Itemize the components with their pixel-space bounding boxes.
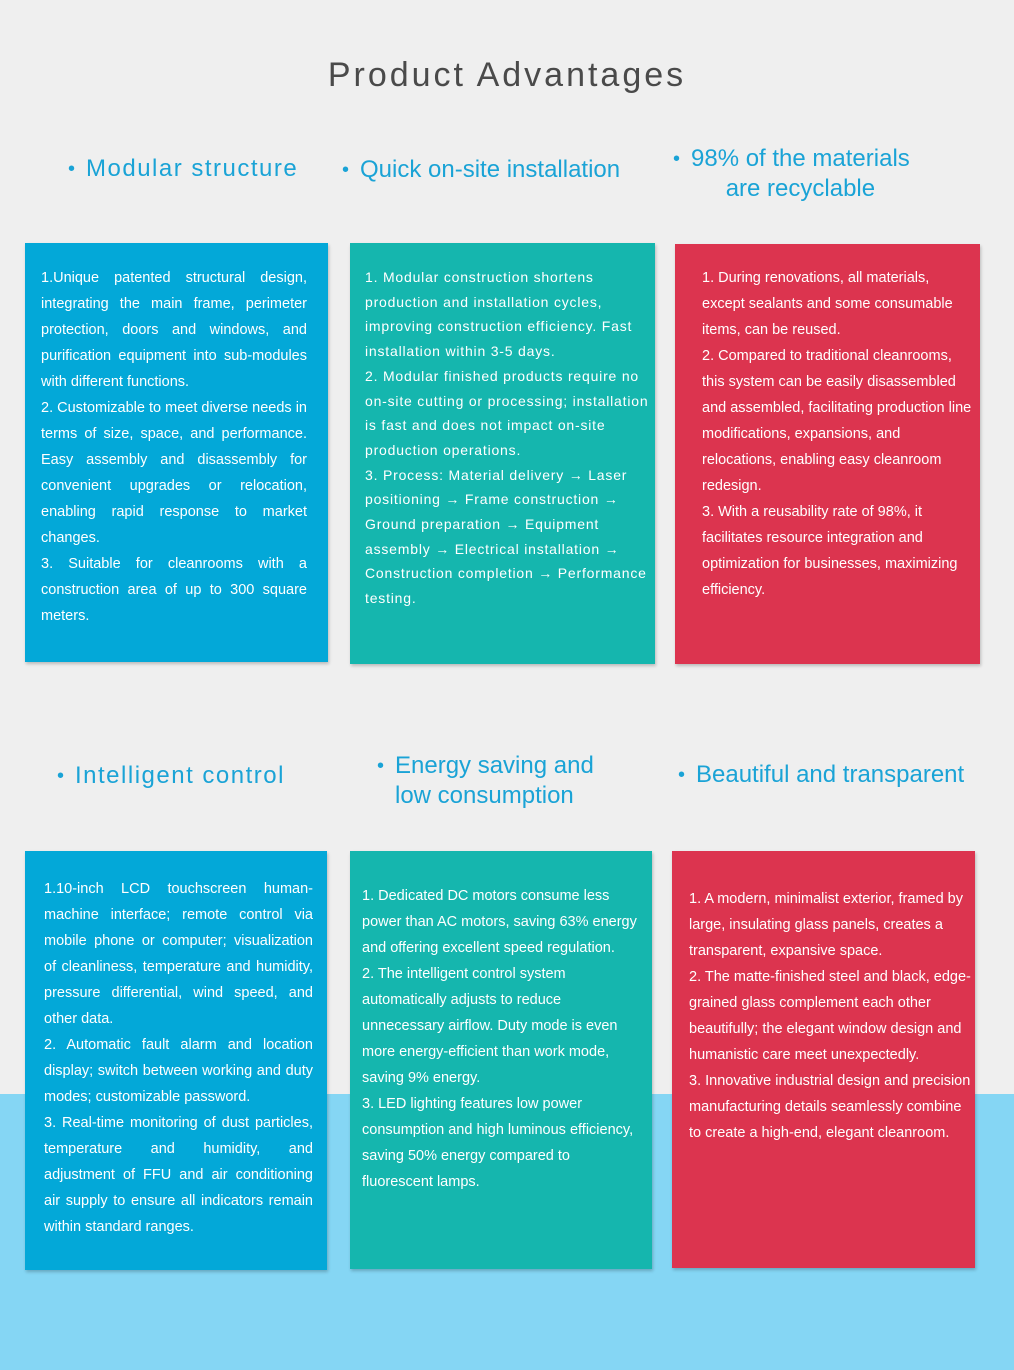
card-point: 2. Modular finished products require no on-site cutting or processing; installation is fast and does not impact on-site production operations. <box>365 367 649 458</box>
card-beautiful-transparent <box>672 851 975 1268</box>
bullet-icon: • <box>342 159 350 181</box>
bullet-icon: • <box>377 755 385 777</box>
card-energy-saving <box>350 851 652 1269</box>
heading-recyclable: • 98% of the materials are recyclable <box>673 145 910 202</box>
card-point: 2. The matte-finished steel and black, edge-grained glass complement each other beautifully; the elegant window design and humanistic care meet unexpectedly. <box>689 969 971 1063</box>
heading-intelligent-control: • Intelligent control <box>57 762 285 789</box>
heading-energy-saving: • Energy saving and low consumption <box>377 752 594 809</box>
page-title: Product Advantages <box>327 56 687 94</box>
card-point: 3. LED lighting features low power consumption and high luminous efficiency, saving 50% energy compared to fluorescent lamps. <box>362 1096 634 1190</box>
bullet-icon: • <box>68 158 77 180</box>
card-point: 1.Unique patented structural design, integrating the main frame, perimeter protection, doors and windows, and purification equipment into sub-modules with different functions. <box>41 270 307 390</box>
heading-quick-installation: • Quick on-site installation <box>342 156 621 183</box>
card-point: 3. Process: Material delivery → Laser positioning → Frame construction → Ground preparation → Equipment assembly → Electrical installation → Construction completion → Performance testing. <box>365 466 647 607</box>
heading-modular-structure: • Modular structure <box>68 155 299 182</box>
card-point: 3. Real-time monitoring of dust particles, temperature and humidity, and adjustment of FFU and air conditioning air supply to ensure all indicators remain within standard ranges. <box>44 1115 313 1235</box>
card-point: 3. With a reusability rate of 98%, it facilitates resource integration and optimization for businesses, maximizing efficiency. <box>702 504 958 598</box>
card-point: 3. Innovative industrial design and precision manufacturing details seamlessly combine to create a high-end, elegant cleanroom. <box>689 1073 971 1141</box>
card-point: 2. Compared to traditional cleanrooms, this system can be easily disassembled and assembled, facilitating production line modifications, expansions, and relocations, enabling easy cleanroom redesign. <box>702 348 972 494</box>
card-quick-installation <box>350 243 655 664</box>
heading-beautiful-transparent: • Beautiful and transparent <box>678 761 965 788</box>
card-point: 1.10-inch LCD touchscreen human-machine interface; remote control via mobile phone or computer; visualization of cleanliness, temperature and humidity, pressure differential, wind speed, and other data. <box>44 881 313 1027</box>
bullet-icon: • <box>678 764 686 786</box>
card-point: 1. During renovations, all materials, except sealants and some consumable items, can be reused. <box>702 270 953 338</box>
card-point: 1. A modern, minimalist exterior, framed by large, insulating glass panels, creates a transparent, expansive space. <box>689 891 963 959</box>
card-intelligent-control <box>25 851 327 1270</box>
card-point: 3. Suitable for cleanrooms with a construction area of up to 300 square meters. <box>41 556 307 624</box>
card-point: 2. The intelligent control system automatically adjusts to reduce unnecessary airflow. Duty mode is even more energy-efficient than work mode, saving 9% energy. <box>362 966 618 1086</box>
card-recyclable <box>675 244 980 664</box>
bullet-icon: • <box>57 765 66 787</box>
card-point: 2. Automatic fault alarm and location display; switch between working and duty modes; customizable password. <box>44 1037 313 1105</box>
card-point: 1. Dedicated DC motors consume less power than AC motors, saving 63% energy and offering excellent speed regulation. <box>362 888 637 956</box>
bullet-icon: • <box>673 148 681 170</box>
card-modular-structure <box>25 243 328 662</box>
card-point: 1. Modular construction shortens production and installation cycles, improving construction efficiency. Fast installation within 3-5 days. <box>365 269 633 360</box>
card-point: 2. Customizable to meet diverse needs in terms of size, space, and performance. Easy assembly and disassembly for convenient upgrades or relocation, enabling rapid response to market changes. <box>41 400 307 546</box>
